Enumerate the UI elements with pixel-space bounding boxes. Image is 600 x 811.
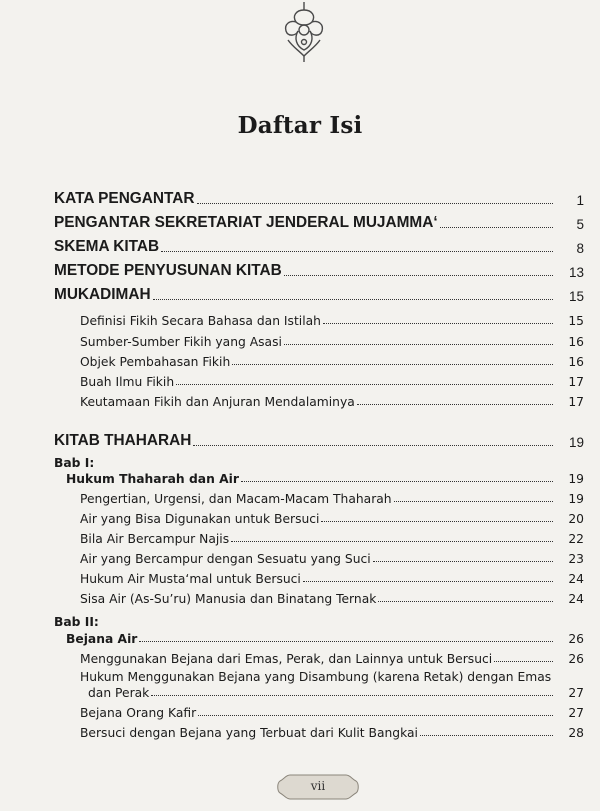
entry-title: Air yang Bisa Digunakan untuk Bersuci <box>80 512 320 526</box>
chapter-label: Bab I: <box>54 456 95 470</box>
entry-title: Hukum Air Musta‘mal untuk Bersuci <box>80 572 301 586</box>
toc-entry[interactable] <box>54 238 584 256</box>
entry-title: PENGANTAR SEKRETARIAT JENDERAL MUJAMMA‘ <box>54 214 438 231</box>
entry-title: SKEMA KITAB <box>54 238 160 255</box>
toc-subentry[interactable] <box>80 395 584 409</box>
toc-subentry[interactable] <box>80 335 584 349</box>
entry-title-cont: dan Perak <box>88 686 150 700</box>
toc-entry[interactable] <box>54 432 584 450</box>
entry-title: Buah Ilmu Fikih <box>80 375 175 389</box>
dot-leader <box>232 364 553 365</box>
entry-page: 20 <box>568 512 584 526</box>
dot-leader <box>303 581 553 582</box>
entry-page: 17 <box>568 395 584 409</box>
entry-page: 15 <box>568 314 584 328</box>
dot-leader <box>357 404 553 405</box>
toc-subentry[interactable] <box>80 512 584 526</box>
entry-title: Bersuci dengan Bejana yang Terbuat dari Kulit Bangkai <box>80 726 418 740</box>
entry-title: Sumber-Sumber Fikih yang Asasi <box>80 335 282 349</box>
entry-page: 27 <box>568 706 584 720</box>
entry-page: 13 <box>568 265 584 280</box>
dot-leader <box>494 661 553 662</box>
toc-entry[interactable] <box>54 190 584 208</box>
dot-leader <box>378 601 553 602</box>
dot-leader <box>420 735 553 736</box>
dot-leader <box>193 445 553 446</box>
entry-title: Bejana Orang Kafir <box>80 706 197 720</box>
toc-subentry[interactable] <box>80 592 584 606</box>
entry-page: 1 <box>576 193 584 208</box>
entry-page: 17 <box>568 375 584 389</box>
toc-subentry[interactable] <box>80 726 584 740</box>
entry-title: Menggunakan Bejana dari Emas, Perak, dan Lainnya untuk Bersuci <box>80 652 493 666</box>
entry-title: Definisi Fikih Secara Bahasa dan Istilah <box>80 314 321 328</box>
dot-leader <box>394 501 553 502</box>
dot-leader <box>373 561 553 562</box>
toc-subentry[interactable] <box>80 572 584 586</box>
entry-page: 23 <box>568 552 584 566</box>
toc-entry[interactable] <box>54 286 584 304</box>
entry-page: 26 <box>568 652 584 666</box>
entry-page: 19 <box>568 472 584 486</box>
entry-page: 5 <box>576 217 584 232</box>
entry-page: 19 <box>568 435 584 450</box>
ornament-icon <box>276 0 332 64</box>
entry-page: 8 <box>576 241 584 256</box>
entry-title: Bila Air Bercampur Najis <box>80 532 230 546</box>
toc-subentry[interactable] <box>80 314 584 328</box>
page-title: Daftar Isi <box>237 112 363 139</box>
toc-subentry[interactable] <box>80 532 584 546</box>
toc-subentry[interactable] <box>80 375 584 389</box>
dot-leader <box>284 344 553 345</box>
entry-page: 19 <box>568 492 584 506</box>
entry-page: 22 <box>568 532 584 546</box>
entry-page: 16 <box>568 355 584 369</box>
toc-subentry[interactable] <box>80 492 584 506</box>
entry-title: KATA PENGANTAR <box>54 190 195 207</box>
entry-page: 16 <box>568 335 584 349</box>
entry-title: Hukum Thaharah dan Air <box>66 472 239 486</box>
entry-title: Objek Pembahasan Fikih <box>80 355 231 369</box>
dot-leader <box>231 541 553 542</box>
dot-leader <box>197 203 554 204</box>
entry-page: 26 <box>568 632 584 646</box>
toc-entry[interactable] <box>54 214 584 232</box>
dot-leader <box>284 275 553 276</box>
page-number: vii <box>310 779 326 793</box>
dot-leader <box>161 251 553 252</box>
entry-page: 28 <box>568 726 584 740</box>
entry-page: 27 <box>568 686 584 700</box>
entry-title[interactable]: Hukum Menggunakan Bejana yang Disambung (karena Retak) dengan Emas <box>80 670 552 684</box>
toc-entry[interactable] <box>54 262 584 280</box>
dot-leader <box>151 695 553 696</box>
entry-page: 15 <box>568 289 584 304</box>
entry-title: Sisa Air (As-Su’ru) Manusia dan Binatang Ternak <box>80 592 377 606</box>
toc-section[interactable] <box>66 472 584 486</box>
toc-subentry[interactable] <box>80 652 584 666</box>
toc-subentry[interactable] <box>80 355 584 369</box>
toc-subentry[interactable] <box>80 706 584 720</box>
toc-subentry[interactable] <box>88 686 584 700</box>
dot-leader <box>198 715 553 716</box>
toc-section[interactable] <box>66 632 584 646</box>
entry-title: Bejana Air <box>66 632 138 646</box>
dot-leader <box>323 323 553 324</box>
dot-leader <box>440 227 553 228</box>
dot-leader <box>139 641 553 642</box>
dot-leader <box>176 384 553 385</box>
toc-subentry[interactable] <box>80 552 584 566</box>
dot-leader <box>241 481 553 482</box>
entry-page: 24 <box>568 572 584 586</box>
entry-title: Air yang Bercampur dengan Sesuatu yang Suci <box>80 552 371 566</box>
entry-title: MUKADIMAH <box>54 286 151 303</box>
chapter-label: Bab II: <box>54 615 99 629</box>
entry-title: Keutamaan Fikih dan Anjuran Mendalaminya <box>80 395 355 409</box>
entry-title: Pengertian, Urgensi, dan Macam-Macam Thaharah <box>80 492 392 506</box>
dot-leader <box>153 299 553 300</box>
entry-page: 24 <box>568 592 584 606</box>
entry-title: METODE PENYUSUNAN KITAB <box>54 262 282 279</box>
dot-leader <box>321 521 553 522</box>
entry-title: KITAB THAHARAH <box>54 432 192 449</box>
